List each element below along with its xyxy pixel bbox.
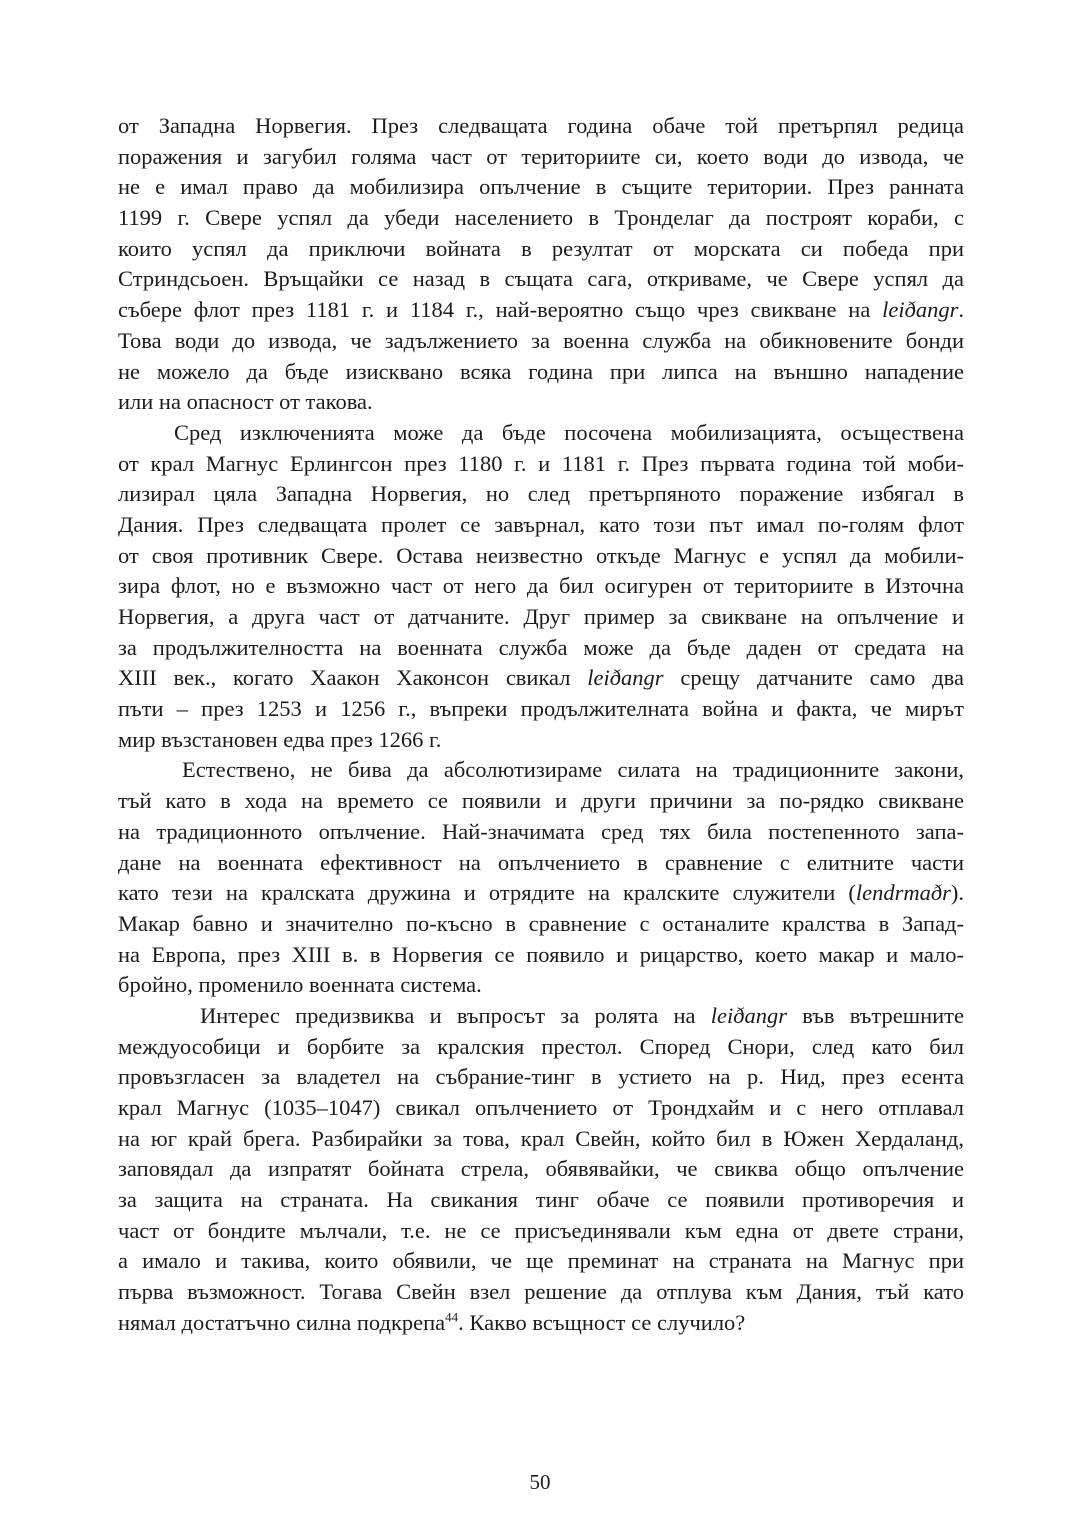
line-text: пъти – през 1253 и 1256 г., въпреки продължителната война и факта, че мирът: [118, 696, 964, 722]
line-text: от Западна Норвегия. През следващата година обаче той претърпял редица: [118, 113, 964, 138]
line-text: Стриндсьоен. Връщайки се назад в същата сага, откриваме, че Свере успял да: [118, 266, 964, 292]
line-text: . Какво всъщност се случило?: [458, 1309, 746, 1335]
line-text: .: [958, 297, 964, 323]
line-text: за продължителността на военната служба може да бъде даден от средата на: [118, 634, 964, 660]
italic-term: leiðangr: [882, 297, 959, 323]
text-line: [118, 541, 964, 572]
line-text: лизирал цяла Западна Норвегия, но след претърпяното поражение избягал в: [118, 481, 964, 507]
line-text: на Европа, през XIII в. в Норвегия се появило и рицарство, което макар и мало-: [118, 941, 964, 967]
text-line: [118, 1093, 964, 1124]
text-line: [118, 1032, 964, 1063]
line-text: събере флот през 1181 г. и 1184 г., най-вероятно също чрез свикване на: [118, 297, 883, 323]
text-line: [118, 1277, 964, 1308]
line-text: първа възможност. Тогава Свейн взел решение да отплува към Дания, тъй като: [118, 1279, 964, 1305]
text-line: [118, 479, 964, 510]
line-text: на традиционното опълчение. Най-значимата сред тях била постепенното запа-: [118, 818, 964, 844]
italic-term: leiðangr: [710, 1002, 787, 1028]
text-line: [118, 295, 964, 326]
line-text: провъзгласен за владетел на събрание-тинг в устието на р. Нид, през есента: [118, 1064, 964, 1090]
line-text: заповядал да изпратят бойната стрела, обявявайки, че свиква общо опълчение: [118, 1156, 964, 1182]
line-text: ).: [950, 880, 964, 906]
line-text: а имало и такива, които обявили, че ще преминат на страната на Магнус при: [118, 1248, 964, 1274]
line-text: Интерес предизвиква и въпросът за ролята на: [200, 1002, 711, 1028]
text-line: [118, 909, 964, 940]
line-text: не можело да бъде изисквано всяка година при липса на външно нападение: [118, 358, 964, 384]
line-text: срещу датчаните само два: [663, 665, 964, 691]
text-line: [118, 264, 964, 295]
line-text: Макар бавно и значително по-късно в сравнение с останалите кралства в Запад-: [118, 910, 964, 936]
line-text: Дания. През следващата пролет се завърнал, като този път имал по-голям флот: [118, 511, 964, 537]
text-line: [118, 357, 964, 388]
line-text: от крал Магнус Ерлингсон през 1180 г. и 1181 г. През първата година той моби-: [118, 450, 964, 476]
line-text: мир възстановен едва през 1266 г.: [118, 726, 442, 752]
italic-term: leiðangr: [587, 665, 664, 691]
text-line: [118, 602, 964, 633]
body-text: [118, 111, 964, 1339]
text-line: [118, 142, 964, 173]
line-text: дане на военната ефективност на опълчението в сравнение с елитните части: [118, 849, 964, 875]
line-text: XIII век., когато Хаакон Хаконсон свикал: [118, 665, 588, 691]
text-line: [118, 449, 964, 480]
text-line: [118, 1246, 964, 1277]
text-line: [118, 878, 964, 909]
line-text: във вътрешните: [786, 1002, 964, 1028]
text-line: [118, 1308, 964, 1339]
text-line: [118, 755, 964, 786]
text-line: [118, 633, 964, 664]
text-line: [118, 1001, 964, 1032]
text-line: [118, 1216, 964, 1247]
line-text: поражения и загубил голяма част от териториите си, което води до извода, че: [118, 143, 964, 169]
line-text: на юг край брега. Разбирайки за това, крал Свейн, който бил в Южен Хердаланд,: [118, 1125, 964, 1151]
footnote-reference[interactable]: 44: [445, 1309, 459, 1325]
text-line: [118, 1062, 964, 1093]
text-line: [118, 786, 964, 817]
italic-term: lendrmaðr: [855, 880, 951, 906]
text-line: [118, 172, 964, 203]
text-line: [118, 1124, 964, 1155]
line-text: за защита на страната. На свикания тинг обаче се появили противоречия и: [118, 1187, 964, 1213]
line-text: Това води до извода, че задължението за военна служба на обикновените бонди: [118, 327, 964, 353]
text-line: [118, 725, 964, 756]
line-text: зира флот, но е възможно част от него да бил осигурен от териториите в Източна: [118, 573, 964, 599]
text-line: [118, 940, 964, 971]
line-text: част от бондите мълчали, т.е. не се присъединявали към една от двете страни,: [118, 1217, 964, 1243]
text-line: [118, 1185, 964, 1216]
line-text: нямал достатъчно силна подкрепа: [118, 1309, 446, 1335]
text-line: [118, 203, 964, 234]
line-text: бройно, променило военната система.: [118, 972, 482, 998]
line-text: от своя противник Свере. Остава неизвестно откъде Магнус е успял да мобили-: [118, 542, 964, 568]
text-line: [118, 1154, 964, 1185]
text-line: [118, 510, 964, 541]
text-line: [118, 817, 964, 848]
line-text: междуособици и борбите за кралския престол. Според Снори, след като бил: [118, 1033, 964, 1059]
line-text: които успял да приключи войната в резултат от морската си победа при: [118, 235, 964, 261]
text-line: [118, 418, 964, 449]
line-text: крал Магнус (1035–1047) свикал опълчението от Трондхайм и с него отплавал: [118, 1095, 964, 1120]
line-text: или на опасност от такова.: [118, 389, 373, 415]
line-text: не е имал право да мобилизира опълчение в същите територии. През ранната: [118, 174, 964, 200]
line-text: Сред изключенията може да бъде посочена мобилизацията, осъществена: [174, 419, 964, 445]
line-text: Естествено, не бива да абсолютизираме силата на традиционните закони,: [182, 757, 964, 783]
text-line: [118, 970, 964, 1001]
text-line: [118, 571, 964, 602]
line-text: тъй като в хода на времето се появили и други причини за по-рядко свикване: [118, 788, 964, 814]
text-line: [118, 387, 964, 418]
text-line: [118, 234, 964, 265]
line-text: като тези на кралската дружина и отрядите на кралските служители (: [118, 880, 856, 906]
text-line: [118, 663, 964, 694]
text-line: [118, 848, 964, 879]
line-text: 1199 г. Свере успял да убеди населението в Тронделаг да построят кораби, с: [118, 205, 964, 231]
line-text: Норвегия, а друга част от датчаните. Друг пример за свикване на опълчение и: [118, 604, 964, 629]
text-line: [118, 326, 964, 357]
text-line: [118, 694, 964, 725]
text-line: [118, 111, 964, 142]
page-number: 50: [529, 1470, 551, 1494]
